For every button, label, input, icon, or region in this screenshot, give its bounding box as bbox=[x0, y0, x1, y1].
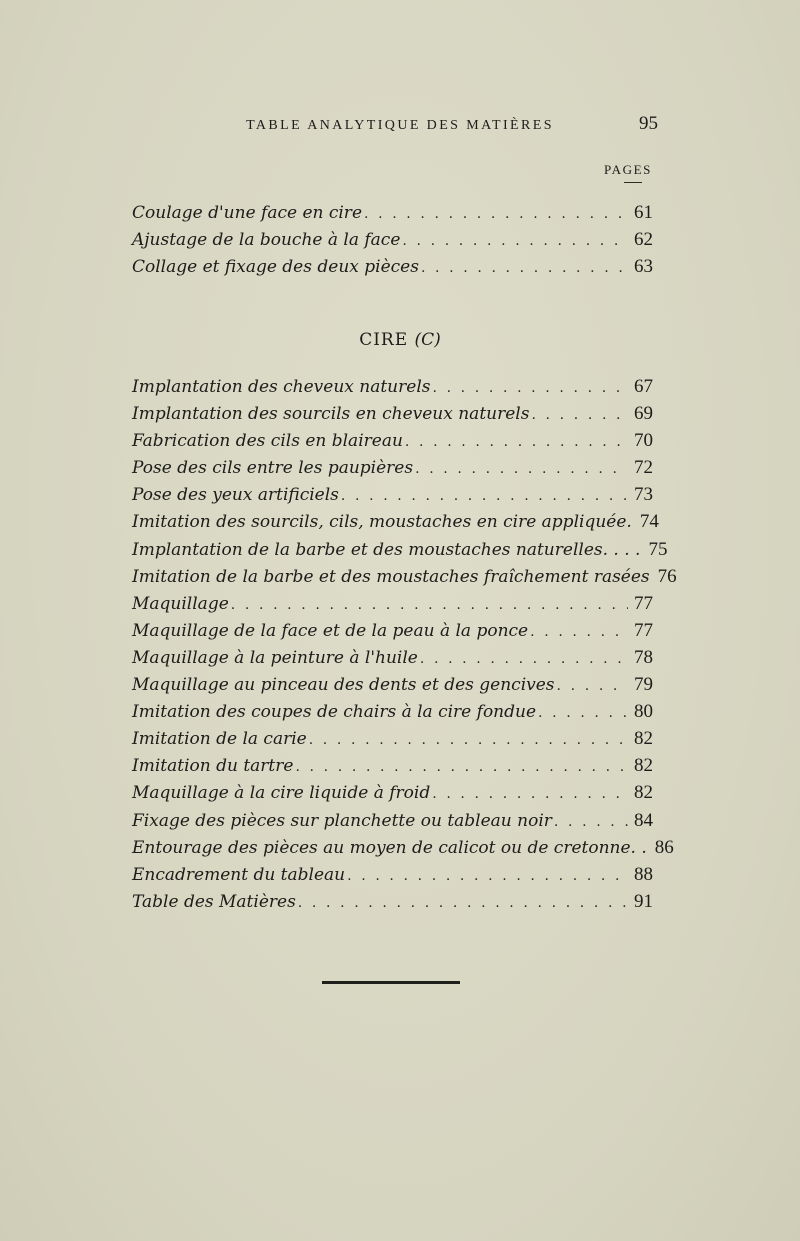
toc-entry-title: Pose des cils entre les paupières bbox=[132, 458, 414, 479]
toc-entry-title: Entourage des pièces au moyen de calicot ou de cretonne. . bbox=[132, 837, 647, 858]
toc-entry-title: Implantation de la barbe et des moustaches naturelles. . . . bbox=[132, 539, 641, 560]
toc-entry bbox=[132, 725, 658, 752]
toc-entry-title: Coulage d'une face en cire bbox=[132, 203, 362, 223]
toc-entry bbox=[132, 617, 658, 644]
pages-label-rule bbox=[624, 182, 642, 183]
toc-entry bbox=[132, 888, 658, 915]
toc-entry-page: 75 bbox=[648, 538, 668, 560]
toc-entry-page: 77 bbox=[634, 592, 653, 614]
section-heading bbox=[0, 330, 800, 350]
toc-entry-title: Maquillage bbox=[132, 593, 229, 614]
toc-entry-page: 73 bbox=[634, 484, 653, 506]
toc-entry-page: 72 bbox=[634, 457, 653, 479]
dot-leader bbox=[231, 592, 628, 619]
section-heading-title: CIRE bbox=[359, 330, 409, 350]
dot-leader bbox=[432, 375, 628, 402]
dot-leader bbox=[531, 402, 628, 429]
toc-list-top bbox=[132, 199, 658, 280]
toc-entry-title: Maquillage à la cire liquide à froid bbox=[132, 783, 431, 804]
toc-entry-page: 86 bbox=[654, 836, 674, 858]
running-head: TABLE ANALYTIQUE DES MATIÈRES bbox=[246, 118, 554, 133]
toc-entry-title: Implantation des cheveux naturels bbox=[132, 377, 431, 397]
toc-list-cire bbox=[132, 373, 677, 915]
toc-entry bbox=[132, 400, 658, 427]
dot-leader bbox=[298, 890, 628, 917]
toc-entry-title: Maquillage de la face et de la peau à la ponce bbox=[132, 620, 529, 641]
toc-entry-page: 67 bbox=[634, 376, 653, 397]
toc-entry bbox=[132, 199, 658, 226]
toc-entry-page: 69 bbox=[634, 403, 653, 425]
toc-entry-title: Fabrication des cils en blaireau bbox=[132, 431, 403, 452]
toc-entry-title: Maquillage au pinceau des dents et des gencives bbox=[132, 675, 555, 696]
dot-leader bbox=[341, 483, 628, 510]
dot-leader bbox=[432, 781, 628, 808]
end-rule bbox=[322, 981, 460, 984]
dot-leader bbox=[538, 700, 628, 727]
toc-entry bbox=[132, 253, 658, 280]
toc-entry bbox=[132, 644, 658, 671]
dot-leader bbox=[421, 255, 628, 282]
toc-entry bbox=[132, 226, 658, 253]
toc-entry-page: 91 bbox=[634, 890, 653, 912]
toc-entry-page: 82 bbox=[634, 755, 653, 777]
toc-entry bbox=[132, 454, 658, 481]
toc-entry-title: Imitation des sourcils, cils, moustaches en cire appliquée. bbox=[132, 512, 632, 533]
toc-entry-title: Implantation des sourcils en cheveux naturels bbox=[132, 404, 530, 425]
toc-entry-title: Pose des yeux artificiels bbox=[132, 485, 339, 506]
toc-entry-page: 88 bbox=[634, 863, 653, 885]
toc-entry bbox=[132, 834, 674, 861]
toc-entry-page: 74 bbox=[639, 511, 659, 533]
dot-leader bbox=[405, 429, 628, 456]
toc-entry-page: 84 bbox=[634, 809, 653, 831]
toc-entry-title: Fixage des pièces sur planchette ou tableau noir bbox=[132, 810, 552, 831]
toc-entry bbox=[132, 752, 658, 779]
dot-leader bbox=[557, 673, 628, 700]
dot-leader bbox=[402, 228, 628, 255]
toc-entry-title: Imitation du tartre bbox=[132, 756, 294, 777]
toc-entry bbox=[132, 698, 658, 725]
dot-leader bbox=[415, 456, 628, 483]
section-heading-sub: (C) bbox=[414, 330, 441, 350]
toc-entry bbox=[132, 508, 658, 535]
toc-entry-page: 82 bbox=[634, 728, 653, 750]
toc-entry bbox=[132, 590, 658, 617]
toc-entry bbox=[132, 536, 668, 563]
dot-leader bbox=[364, 201, 628, 228]
toc-entry-page: 77 bbox=[634, 619, 653, 641]
dot-leader bbox=[420, 646, 628, 673]
toc-entry bbox=[132, 427, 658, 454]
toc-entry-page: 61 bbox=[634, 202, 653, 223]
toc-entry-page: 82 bbox=[634, 782, 653, 804]
dot-leader bbox=[530, 619, 628, 646]
page-number: 95 bbox=[639, 113, 658, 134]
toc-entry-page: 62 bbox=[634, 229, 653, 251]
toc-entry-page: 79 bbox=[634, 674, 653, 696]
dot-leader bbox=[554, 809, 628, 836]
toc-entry bbox=[132, 563, 677, 590]
toc-entry bbox=[132, 481, 658, 508]
toc-entry-title: Imitation de la barbe et des moustaches fraîchement rasées bbox=[132, 566, 650, 587]
toc-entry-page: 80 bbox=[634, 701, 653, 723]
dot-leader bbox=[347, 863, 628, 890]
toc-entry-title: Table des Matières bbox=[132, 891, 296, 912]
dot-leader bbox=[309, 727, 628, 754]
toc-entry-title: Imitation des coupes de chairs à la cire fondue bbox=[132, 702, 537, 723]
toc-entry bbox=[132, 671, 658, 698]
toc-entry-page: 78 bbox=[634, 646, 653, 668]
toc-entry-page: 70 bbox=[634, 430, 653, 452]
toc-entry-title: Ajustage de la bouche à la face bbox=[132, 230, 401, 251]
dot-leader bbox=[295, 754, 628, 781]
toc-entry bbox=[132, 861, 658, 888]
toc-entry-page: 76 bbox=[657, 565, 677, 587]
toc-entry-title: Collage et fixage des deux pièces bbox=[132, 257, 419, 278]
toc-entry-page: 63 bbox=[634, 256, 653, 278]
toc-entry-title: Maquillage à la peinture à l'huile bbox=[132, 647, 418, 668]
toc-entry-title: Imitation de la carie bbox=[132, 729, 307, 750]
toc-entry bbox=[132, 779, 658, 806]
toc-entry-title: Encadrement du tableau bbox=[132, 864, 346, 885]
toc-entry bbox=[132, 373, 658, 400]
pages-column-label: PAGES bbox=[604, 162, 652, 177]
toc-entry bbox=[132, 807, 658, 834]
